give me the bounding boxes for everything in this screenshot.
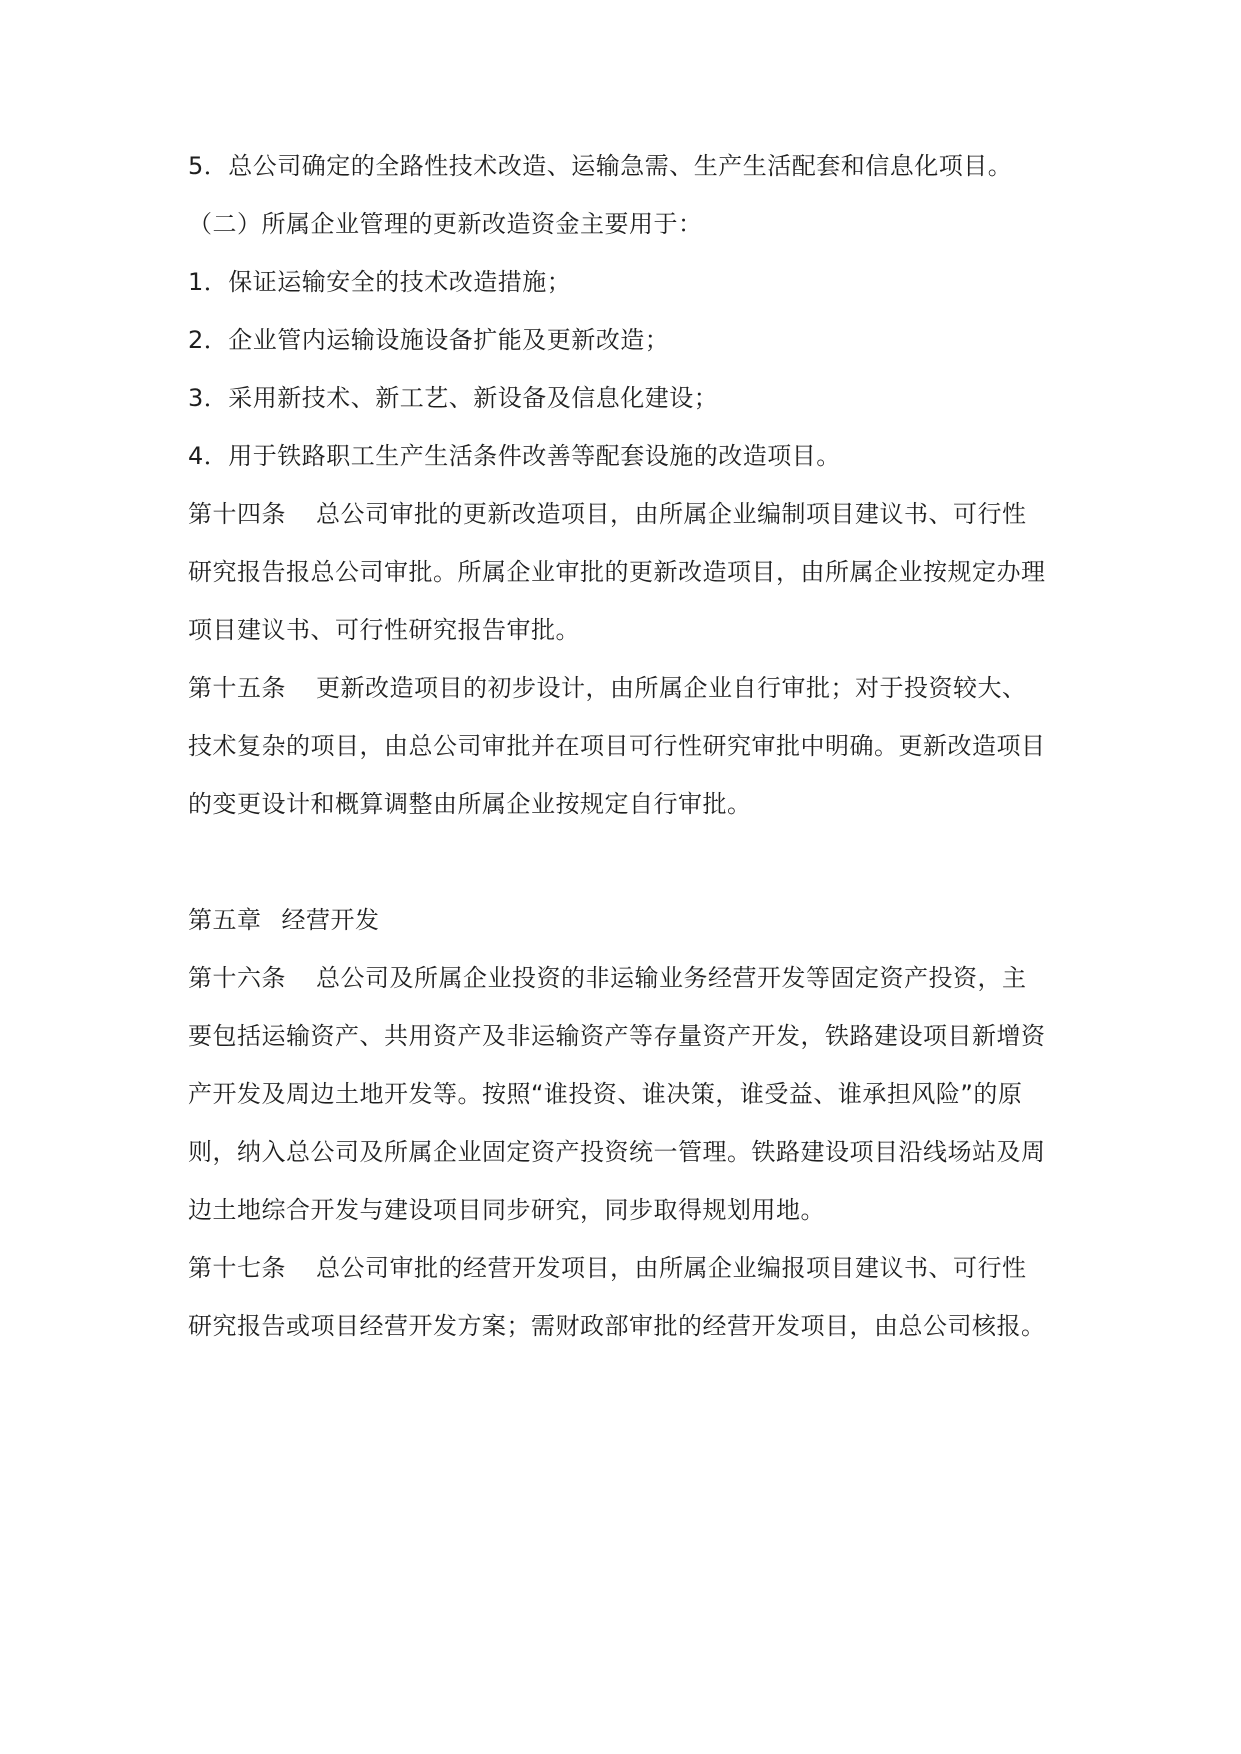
sub-item-3: 3．采用新技术、新工艺、新设备及信息化建设； bbox=[188, 384, 719, 412]
article-16-label: 第十六条 bbox=[188, 964, 286, 992]
article-16-line-1 bbox=[188, 962, 1068, 994]
chapter-title: 经营开发 bbox=[281, 906, 380, 934]
subheading-2: （二）所属企业管理的更新改造资金主要用于： bbox=[188, 210, 703, 238]
article-15-text-1: 更新改造项目的初步设计，由所属企业自行审批；对于投资较大、 bbox=[316, 674, 1027, 702]
article-14-line-3: 项目建议书、可行性研究报告审批。 bbox=[188, 616, 580, 644]
article-15-line-2: 技术复杂的项目，由总公司审批并在项目可行性研究审批中明确。更新改造项目 bbox=[188, 732, 1046, 760]
article-14-label: 第十四条 bbox=[188, 500, 286, 528]
article-14-line-1 bbox=[188, 498, 1068, 530]
article-15-line-3: 的变更设计和概算调整由所属企业按规定自行审批。 bbox=[188, 790, 752, 818]
sub-item-4: 4．用于铁路职工生产生活条件改善等配套设施的改造项目。 bbox=[188, 442, 841, 470]
chapter-heading bbox=[188, 904, 1068, 936]
article-14-line-2: 研究报告报总公司审批。所属企业审批的更新改造项目，由所属企业按规定办理 bbox=[188, 558, 1046, 586]
article-16-line-2: 要包括运输资产、共用资产及非运输资产等存量资产开发，铁路建设项目新增资 bbox=[188, 1022, 1046, 1050]
article-14-text-1: 总公司审批的更新改造项目，由所属企业编制项目建议书、可行性 bbox=[316, 500, 1027, 528]
article-17-line-1 bbox=[188, 1252, 1068, 1284]
article-15-label: 第十五条 bbox=[188, 674, 286, 702]
sub-item-2: 2．企业管内运输设施设备扩能及更新改造； bbox=[188, 326, 670, 354]
article-16-text-1: 总公司及所属企业投资的非运输业务经营开发等固定资产投资，主 bbox=[316, 964, 1027, 992]
article-17-line-2: 研究报告或项目经营开发方案；需财政部审批的经营开发项目，由总公司核报。 bbox=[188, 1312, 1046, 1340]
chapter-number: 第五章 bbox=[188, 906, 262, 934]
article-16-line-4: 则，纳入总公司及所属企业固定资产投资统一管理。铁路建设项目沿线场站及周 bbox=[188, 1138, 1046, 1166]
sub-item-1: 1．保证运输安全的技术改造措施； bbox=[188, 268, 572, 296]
article-16-line-3: 产开发及周边土地开发等。按照“谁投资、谁决策，谁受益、谁承担风险”的原 bbox=[188, 1080, 1023, 1108]
article-17-text-1: 总公司审批的经营开发项目，由所属企业编报项目建议书、可行性 bbox=[316, 1254, 1027, 1282]
list-item-5: 5．总公司确定的全路性技术改造、运输急需、生产生活配套和信息化项目。 bbox=[188, 152, 1013, 180]
article-17-label: 第十七条 bbox=[188, 1254, 286, 1282]
article-15-line-1 bbox=[188, 672, 1068, 704]
article-16-line-5: 边土地综合开发与建设项目同步研究，同步取得规划用地。 bbox=[188, 1196, 825, 1224]
